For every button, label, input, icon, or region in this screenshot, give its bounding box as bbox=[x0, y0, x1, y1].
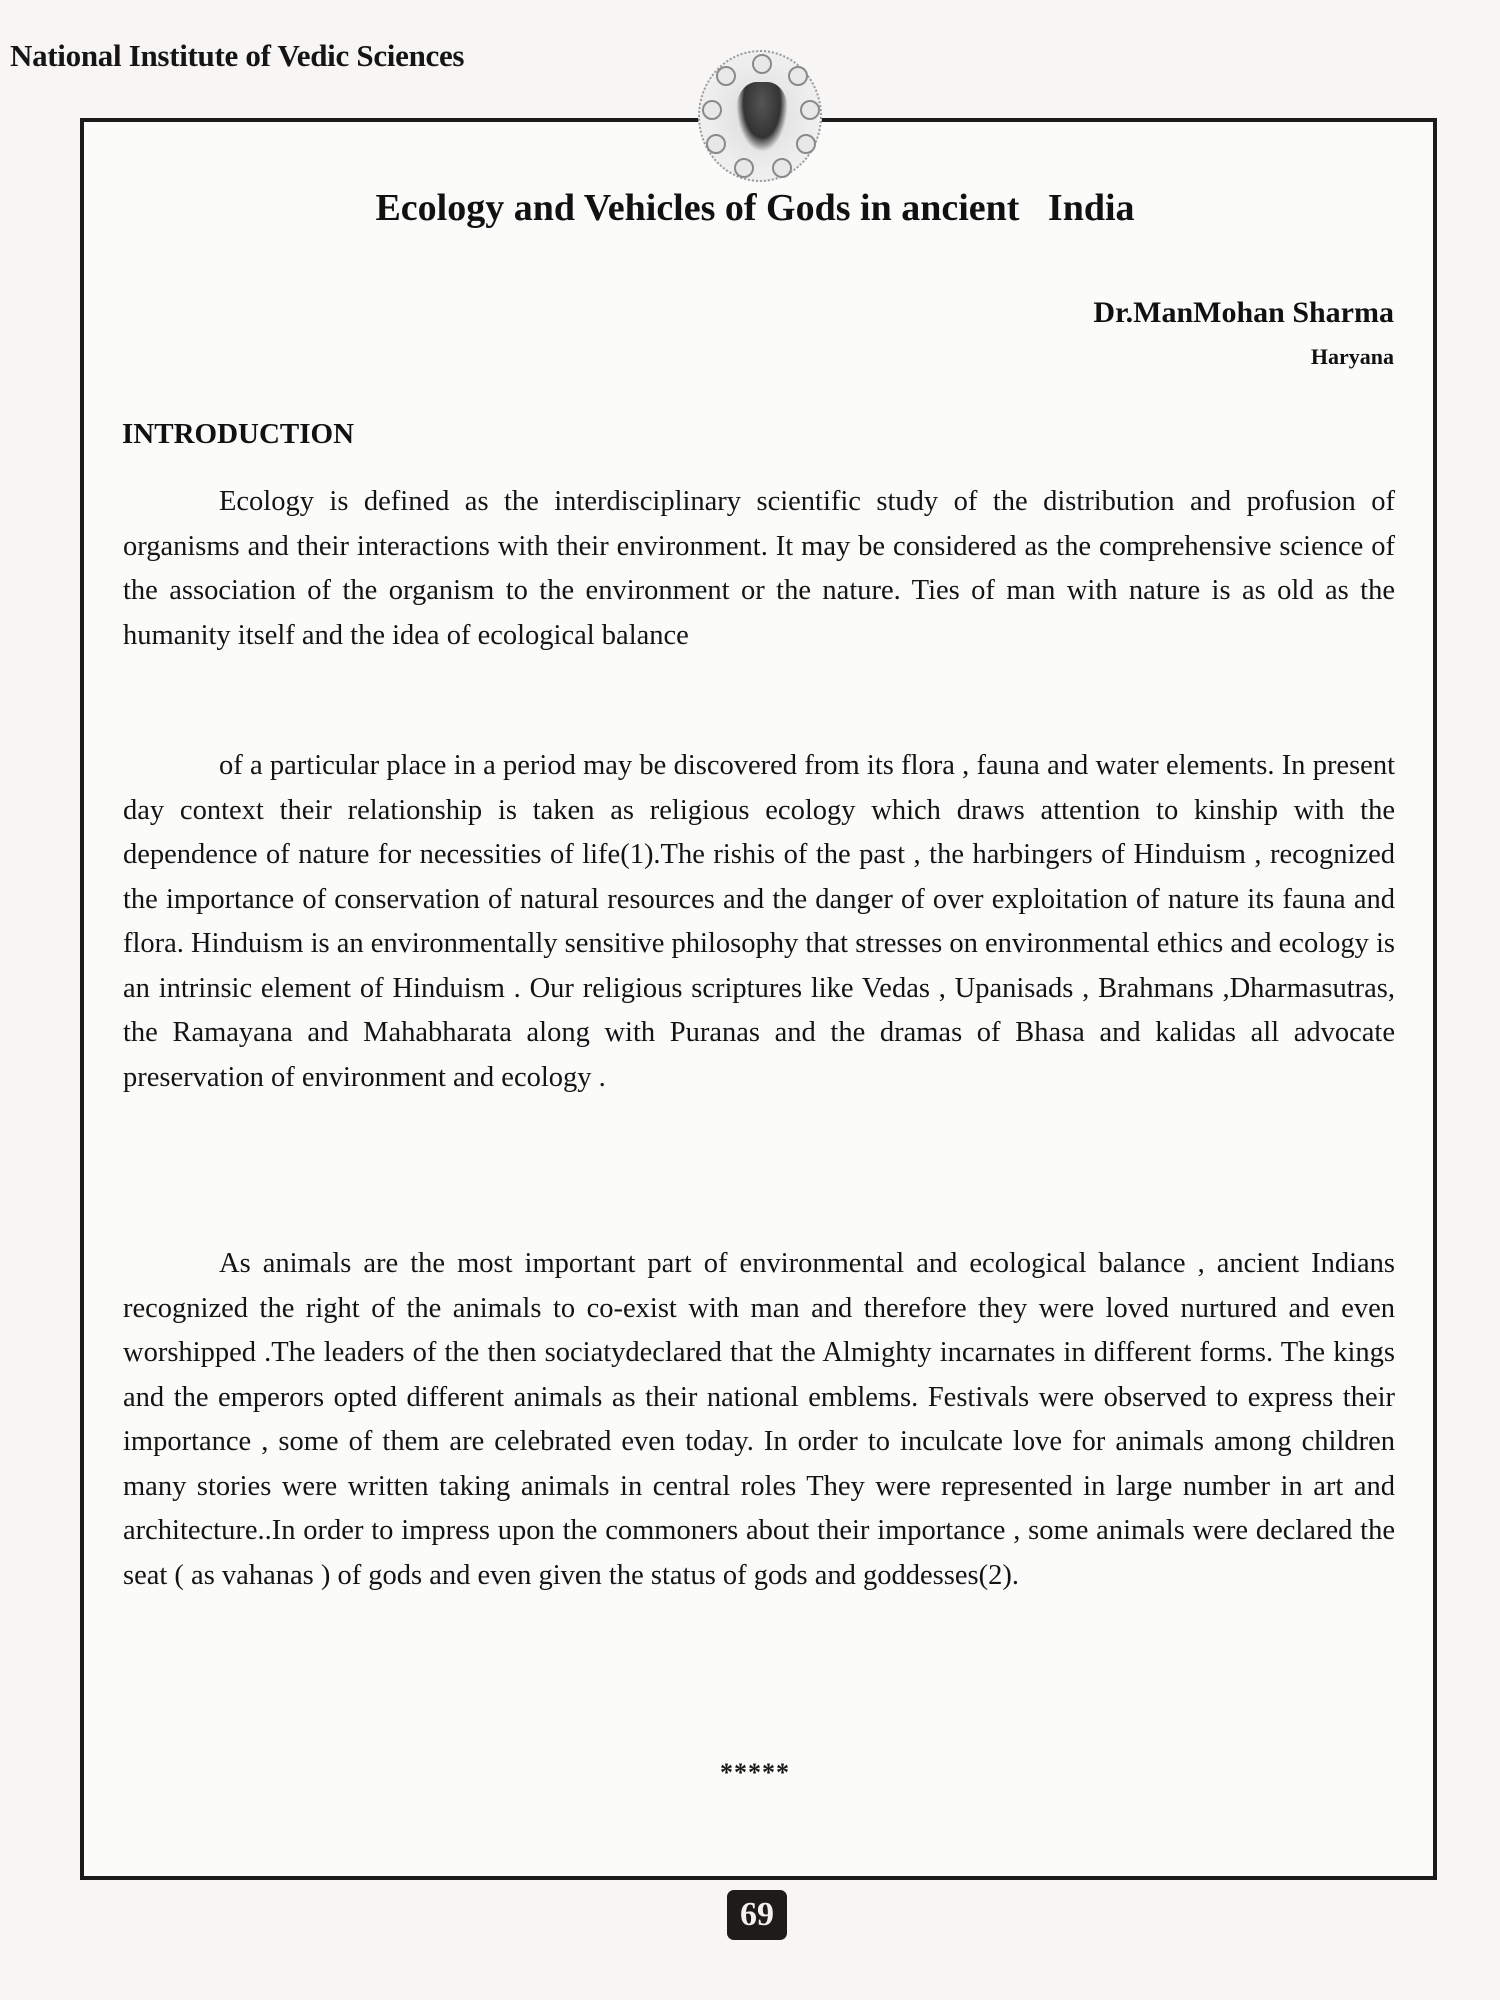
paragraph-text: of a particular place in a period may be discovered from its flora , fauna and water elements. In present day context their relationship is taken as religious ecology which draws attention to kinship with the dependence of nature for necessities of life(1).The rishis of the past , the harbingers of Hinduism , recognized the importance of conservation of natural resources and the danger of over exploitation of nature its fauna and flora. Hinduism is an environmentally sensitive philosophy that stresses on environmental ethics and ecology is an intrinsic element of Hinduism . Our religious scriptures like Vedas , Upanisads , Brahmans ,Dharmasutras, the Ramayana and Mahabharata along with Puranas and the dramas of Bhasa and kalidas all advocate preservation of environment and ecology . bbox=[123, 750, 1395, 1093]
paragraph-2 bbox=[123, 744, 1395, 1100]
emblem-medallion bbox=[752, 54, 772, 74]
paragraph-text: Ecology is defined as the interdisciplinary scientific study of the distribution and profusion of organisms and their interactions with their environment. It may be considered as the comprehensive science of the association of the organism to the environment or the nature. Ties of man with nature is as old as the humanity itself and the idea of ecological balance bbox=[123, 486, 1395, 651]
emblem-medallion bbox=[800, 100, 820, 120]
author-location: Haryana bbox=[1310, 344, 1394, 369]
section-heading: INTRODUCTION bbox=[122, 418, 355, 450]
emblem-medallion bbox=[702, 100, 722, 120]
emblem-medallion bbox=[716, 66, 736, 86]
paragraph-text: As animals are the most important part of environmental and ecological balance , ancient Indians recognized the right of the animals to co-exist with man and therefore they were loved nurtured and even worshipped .The leaders of the then sociatydeclared that the Almighty incarnates in different forms. The kings and the emperors opted different animals as their national emblems. Festivals were observed to express their importance , some of them are celebrated even today. In order to inculcate love for animals among children many stories were written taking animals in central roles They were represented in large number in art and architecture..In order to impress upon the commoners about their importance , some animals were declared the seat ( as vahanas ) of gods and even given the status of gods and goddesses(2). bbox=[123, 1248, 1395, 1591]
emblem-medallion bbox=[772, 158, 792, 178]
institute-header: National Institute of Vedic Sciences bbox=[10, 38, 465, 73]
author-name: Dr.ManMohan Sharma bbox=[1093, 296, 1394, 329]
paragraph-1 bbox=[123, 480, 1395, 658]
emblem-medallion bbox=[788, 66, 808, 86]
end-marker: ***** bbox=[720, 1758, 790, 1787]
emblem-medallion bbox=[706, 134, 726, 154]
emblem-medallion bbox=[734, 158, 754, 178]
sage-figure bbox=[736, 82, 788, 152]
paragraph-3 bbox=[123, 1242, 1395, 1598]
page-number: 69 bbox=[727, 1890, 787, 1940]
article-title: Ecology and Vehicles of Gods in ancient India bbox=[375, 187, 1135, 229]
seated-sage-emblem-icon bbox=[698, 50, 822, 182]
emblem-medallion bbox=[796, 134, 816, 154]
